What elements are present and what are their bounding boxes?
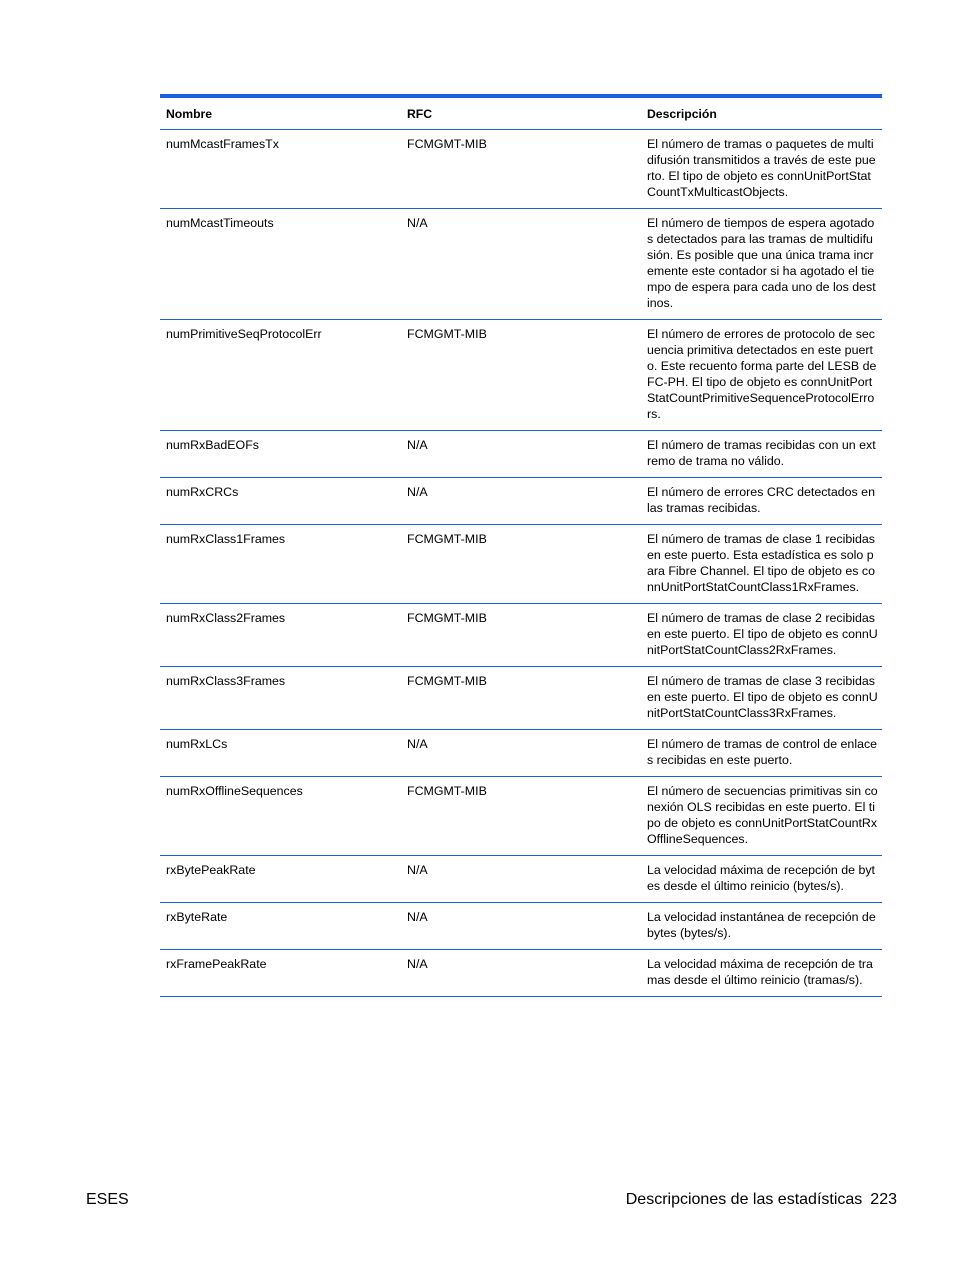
cell-descripcion: La velocidad máxima de recepción de tramas desde el último reinicio (tramas/s). <box>641 950 882 997</box>
table-row <box>160 777 882 856</box>
cell-descripcion: La velocidad máxima de recepción de bytes desde el último reinicio (bytes/s). <box>641 856 882 903</box>
cell-nombre: numRxClass3Frames <box>160 667 401 730</box>
table-row <box>160 950 882 997</box>
cell-descripcion: El número de tramas de clase 1 recibidas en este puerto. Esta estadística es solo para Fibre Channel. El tipo de objeto es connUnitPortStatCountClass1RxFrames. <box>641 525 882 604</box>
table-row <box>160 130 882 209</box>
cell-nombre: rxFramePeakRate <box>160 950 401 997</box>
cell-nombre: numMcastTimeouts <box>160 209 401 320</box>
cell-nombre: numMcastFramesTx <box>160 130 401 209</box>
cell-descripcion: La velocidad instantánea de recepción de bytes (bytes/s). <box>641 903 882 950</box>
table-row <box>160 903 882 950</box>
cell-rfc: FCMGMT-MIB <box>401 320 641 431</box>
table-row <box>160 320 882 431</box>
cell-descripcion: El número de errores CRC detectados en las tramas recibidas. <box>641 478 882 525</box>
table-row <box>160 604 882 667</box>
table-row <box>160 478 882 525</box>
header-rfc: RFC <box>401 98 641 130</box>
cell-nombre: numRxClass1Frames <box>160 525 401 604</box>
table-row <box>160 667 882 730</box>
cell-rfc: FCMGMT-MIB <box>401 604 641 667</box>
cell-rfc: N/A <box>401 856 641 903</box>
cell-descripcion: El número de tramas de control de enlaces recibidas en este puerto. <box>641 730 882 777</box>
cell-descripcion: El número de tramas de clase 2 recibidas en este puerto. El tipo de objeto es connUnitPortStatCountClass2RxFrames. <box>641 604 882 667</box>
cell-nombre: numRxCRCs <box>160 478 401 525</box>
table-row <box>160 525 882 604</box>
cell-rfc: FCMGMT-MIB <box>401 525 641 604</box>
table-header-row <box>160 98 882 130</box>
table-row <box>160 209 882 320</box>
header-descripcion: Descripción <box>641 98 882 130</box>
cell-rfc: N/A <box>401 950 641 997</box>
cell-nombre: numRxBadEOFs <box>160 431 401 478</box>
cell-descripcion: El número de tramas recibidas con un extremo de trama no válido. <box>641 431 882 478</box>
header-nombre: Nombre <box>160 98 401 130</box>
cell-descripcion: El número de secuencias primitivas sin conexión OLS recibidas en este puerto. El tipo de objeto es connUnitPortStatCountRxOfflineSequences. <box>641 777 882 856</box>
footer-section <box>626 1191 897 1209</box>
statistics-table-container <box>160 94 882 997</box>
cell-nombre: numPrimitiveSeqProtocolErr <box>160 320 401 431</box>
cell-rfc: N/A <box>401 431 641 478</box>
cell-nombre: rxByteRate <box>160 903 401 950</box>
cell-rfc: N/A <box>401 209 641 320</box>
footer-section-title: Descripciones de las estadísticas <box>625 1191 863 1208</box>
cell-rfc: FCMGMT-MIB <box>401 130 641 209</box>
footer-language-code: ESES <box>86 1191 129 1208</box>
cell-rfc: N/A <box>401 730 641 777</box>
cell-rfc: FCMGMT-MIB <box>401 667 641 730</box>
page-number: 223 <box>870 1191 897 1208</box>
table-row <box>160 856 882 903</box>
cell-descripcion: El número de tiempos de espera agotados detectados para las tramas de multidifusión. Es posible que una única trama incremente este contador si ha agotado el tiempo de espera para cada uno de los destinos. <box>641 209 882 320</box>
cell-nombre: numRxLCs <box>160 730 401 777</box>
cell-nombre: numRxOfflineSequences <box>160 777 401 856</box>
cell-descripcion: El número de tramas o paquetes de multidifusión transmitidos a través de este puerto. El tipo de objeto es connUnitPortStatCountTxMulticastObjects. <box>641 130 882 209</box>
table-row <box>160 431 882 478</box>
statistics-table <box>160 98 882 997</box>
cell-nombre: numRxClass2Frames <box>160 604 401 667</box>
cell-rfc: FCMGMT-MIB <box>401 777 641 856</box>
cell-descripcion: El número de tramas de clase 3 recibidas en este puerto. El tipo de objeto es connUnitPortStatCountClass3RxFrames. <box>641 667 882 730</box>
cell-rfc: N/A <box>401 903 641 950</box>
cell-descripcion: El número de errores de protocolo de secuencia primitiva detectados en este puerto. Este recuento forma parte del LESB de FC-PH. El tipo de objeto es connUnitPortStatCountPrimitiveSequenceProtocolErrors. <box>641 320 882 431</box>
cell-rfc: N/A <box>401 478 641 525</box>
table-row <box>160 730 882 777</box>
cell-nombre: rxBytePeakRate <box>160 856 401 903</box>
